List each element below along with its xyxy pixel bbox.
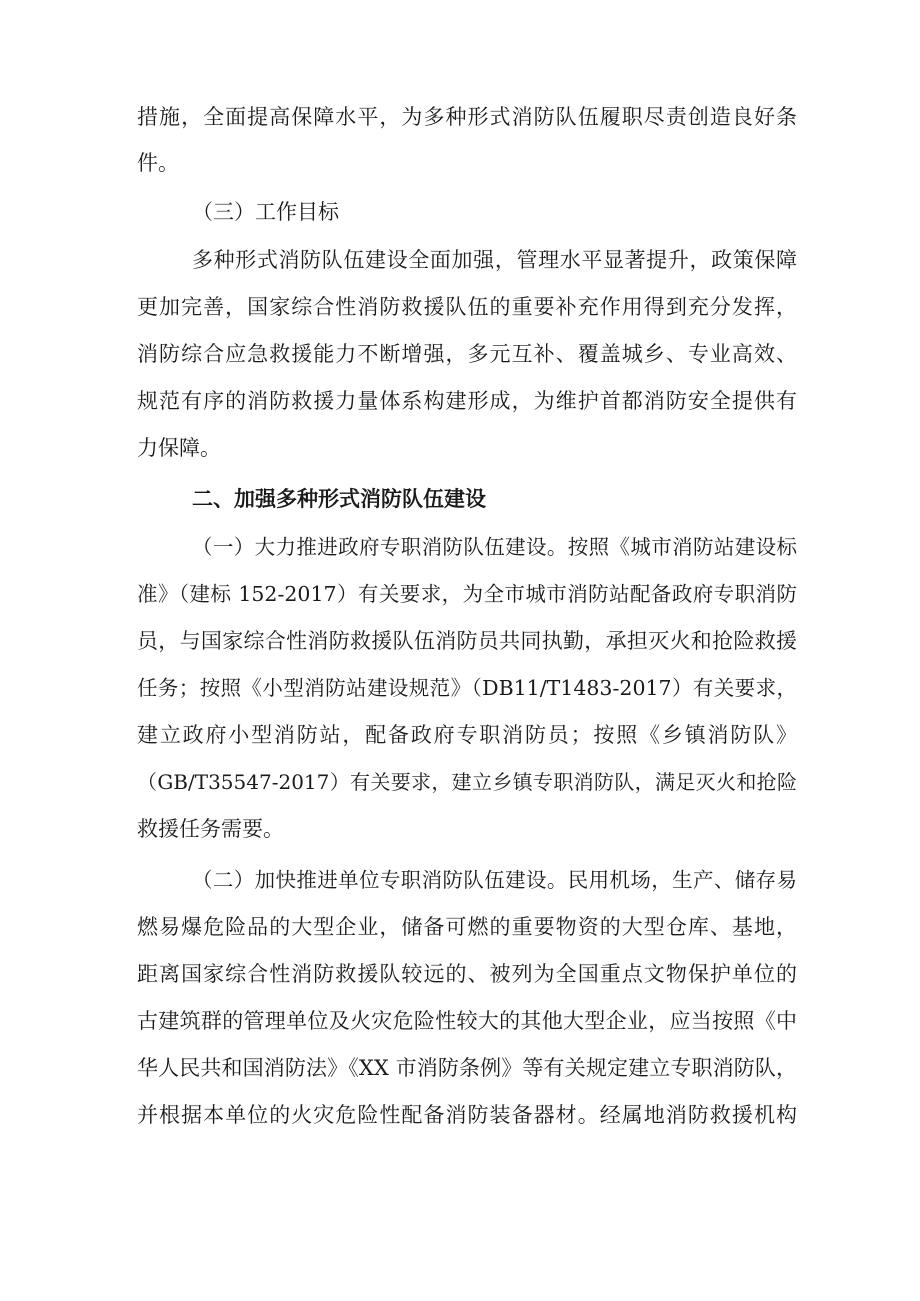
paragraph-line: 任务；按照《小型消防站建设规范》（DB11/T1483-2017）有关要求， (137, 676, 797, 700)
paragraph-line: 消防综合应急救援能力不断增强，多元互补、覆盖城乡、专业高效、 (137, 342, 797, 366)
paragraph-line: 燃易爆危险品的大型企业，储备可燃的重要物资的大型仓库、基地， (137, 915, 797, 939)
paragraph-line: （GB/T35547-2017）有关要求，建立乡镇专职消防队，满足灭火和抢险 (137, 770, 797, 794)
paragraph-line: （三）工作目标 (192, 200, 339, 224)
paragraph-line: 件。 (137, 151, 179, 175)
paragraph-line: 救援任务需要。 (137, 817, 284, 841)
paragraph-line: 多种形式消防队伍建设全面加强，管理水平显著提升，政策保障 (192, 248, 797, 272)
paragraph-line: 华人民共和国消防法》《XX 市消防条例》等有关规定建立专职消防队， (137, 1056, 797, 1080)
paragraph-line: 古建筑群的管理单位及火灾危险性较大的其他大型企业，应当按照《中 (137, 1009, 797, 1033)
paragraph-line: 并根据本单位的火灾危险性配备消防装备器材。经属地消防救援机构 (137, 1103, 797, 1127)
paragraph-line: 措施，全面提高保障水平，为多种形式消防队伍履职尽责创造良好条 (137, 105, 797, 129)
paragraph-line: 距离国家综合性消防救援队较远的、被列为全国重点文物保护单位的 (137, 962, 797, 986)
paragraph-line: （一）大力推进政府专职消防队伍建设。按照《城市消防站建设标 (192, 535, 797, 559)
paragraph-line: 力保障。 (137, 436, 221, 460)
paragraph-line: 准》（建标 152-2017）有关要求，为全市城市消防站配备政府专职消防 (137, 582, 797, 606)
paragraph-line: 规范有序的消防救援力量体系构建形成，为维护首都消防安全提供有 (137, 389, 797, 413)
paragraph-line: 员，与国家综合性消防救援队伍消防员共同执勤，承担灭火和抢险救援 (137, 629, 797, 653)
section-heading: 二、加强多种形式消防队伍建设 (192, 486, 486, 511)
paragraph-line: 更加完善，国家综合性消防救援队伍的重要补充作用得到充分发挥， (137, 295, 797, 319)
paragraph-line: 建立政府小型消防站，配备政府专职消防员；按照《乡镇消防队》 (137, 723, 797, 747)
paragraph-line: （二）加快推进单位专职消防队伍建设。民用机场，生产、储存易 (192, 868, 797, 892)
